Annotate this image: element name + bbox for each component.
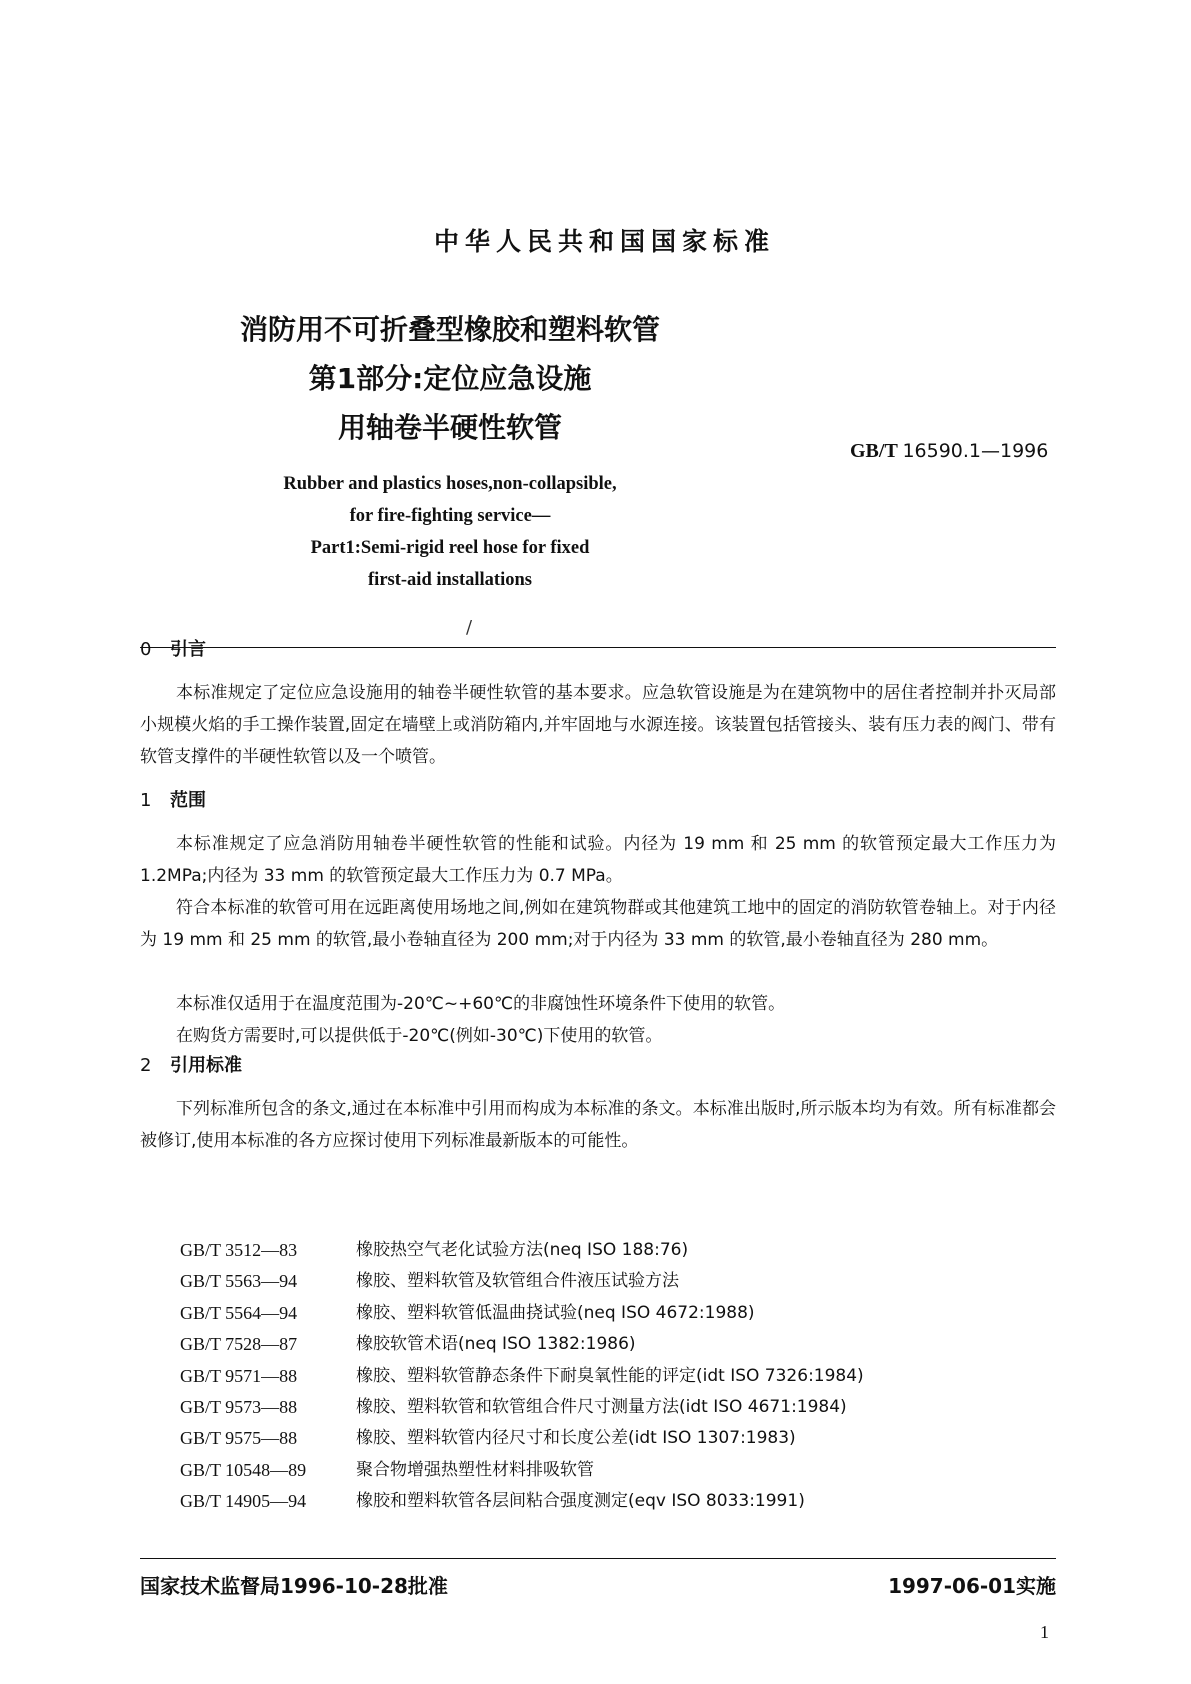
section-title: 引用标准 [170, 1055, 242, 1076]
title-en-line-4: first-aid installations [368, 570, 532, 590]
section-2-paragraph-1: 下列标准所包含的条文,通过在本标准中引用而构成为本标准的条文。本标准出版时,所示版本均为有效。所有标准都会被修订,使用本标准的各方应探讨使用下列标准最新版本的可能性。 [140, 1099, 1056, 1151]
effective-date: 1997-06-01实施 [888, 1574, 1056, 1598]
title-en-line-1: Rubber and plastics hoses,non-collapsible, [283, 474, 617, 494]
national-standard-heading: 中华人民共和国国家标准 [433, 227, 775, 256]
reference-name: 橡胶、塑料软管内径尺寸和长度公差(idt ISO 1307:1983) [356, 1428, 796, 1449]
scan-mark: / [466, 617, 473, 638]
section-number: 1 [140, 790, 152, 811]
section-1-paragraph-1: 本标准规定了应急消防用轴卷半硬性软管的性能和试验。内径为 19 mm 和 25 mm 的软管预定最大工作压力为 1.2MPa;内径为 33 mm 的软管预定最大工作压力为 0.7 MPa。 [140, 834, 1056, 886]
reference-code: GB/T 5564—94 [180, 1302, 298, 1323]
reference-name: 橡胶、塑料软管静态条件下耐臭氧性能的评定(idt ISO 7326:1984) [356, 1365, 864, 1386]
section-title: 引言 [170, 639, 206, 660]
reference-name: 橡胶和塑料软管各层间粘合强度测定(eqv ISO 8033:1991) [356, 1491, 805, 1512]
section-1-paragraph-4: 在购货方需要时,可以提供低于-20℃(例如-30℃)下使用的软管。 [176, 1026, 663, 1046]
title-cn-line-2: 第1部分:定位应急设施 [308, 362, 592, 395]
standard-number-value: 16590.1—1996 [902, 440, 1049, 462]
section-0-paragraph-1: 本标准规定了定位应急设施用的轴卷半硬性软管的基本要求。应急软管设施是为在建筑物中的居住者控制并扑灭局部小规模火焰的手工操作装置,固定在墙壁上或消防箱内,并牢固地与水源连接。该装置包括管接头、装有压力表的阀门、带有软管支撑件的半硬性软管以及一个喷管。 [140, 683, 1056, 767]
section-1-paragraph-2: 符合本标准的软管可用在远距离使用场地之间,例如在建筑物群或其他建筑工地中的固定的消防软管卷轴上。对于内径为 19 mm 和 25 mm 的软管,最小卷轴直径为 200 mm;对于内径为 33 mm 的软管,最小卷轴直径为 280 mm。 [140, 898, 1056, 950]
section-heading-0 [140, 637, 206, 663]
approval-date: 国家技术监督局1996-10-28批准 [140, 1574, 448, 1598]
reference-name: 橡胶热空气老化试验方法(neq ISO 188:76) [356, 1240, 689, 1260]
page-number: 1 [1040, 1622, 1049, 1642]
reference-name: 橡胶、塑料软管低温曲挠试验(neq ISO 4672:1988) [356, 1302, 755, 1323]
title-cn-line-1: 消防用不可折叠型橡胶和塑料软管 [239, 313, 660, 346]
title-en-line-3: Part1:Semi-rigid reel hose for fixed [310, 538, 590, 558]
section-title: 范围 [170, 790, 206, 811]
reference-name: 橡胶软管术语(neq ISO 1382:1986) [356, 1334, 636, 1355]
reference-code: GB/T 5563—94 [180, 1271, 298, 1292]
standard-code: GB/T [850, 440, 898, 462]
title-cn-line-3: 用轴卷半硬性软管 [337, 411, 562, 444]
footer-divider [140, 1558, 1056, 1559]
section-number: 2 [140, 1055, 152, 1076]
reference-code: GB/T 7528—87 [180, 1334, 298, 1355]
reference-code: GB/T 10548—89 [180, 1459, 307, 1480]
section-1-paragraph-3: 本标准仅适用于在温度范围为-20℃~+60℃的非腐蚀性环境条件下使用的软管。 [176, 994, 786, 1014]
standard-number [850, 440, 1048, 463]
reference-name: 橡胶、塑料软管和软管组合件尺寸测量方法(idt ISO 4671:1984) [356, 1396, 847, 1417]
reference-code: GB/T 9571—88 [180, 1365, 298, 1386]
section-number: 0 [140, 639, 152, 660]
section-heading-1 [140, 788, 206, 814]
reference-code: GB/T 9575—88 [180, 1428, 298, 1449]
title-en-line-2: for fire-fighting service— [349, 506, 551, 526]
section-heading-2 [140, 1053, 242, 1079]
reference-name: 聚合物增强热塑性材料排吸软管 [356, 1459, 594, 1480]
header-divider [140, 647, 1056, 648]
reference-code: GB/T 9573—88 [180, 1396, 298, 1417]
reference-name: 橡胶、塑料软管及软管组合件液压试验方法 [356, 1271, 679, 1292]
reference-code: GB/T 14905—94 [180, 1491, 307, 1512]
reference-code: GB/T 3512—83 [180, 1240, 298, 1260]
